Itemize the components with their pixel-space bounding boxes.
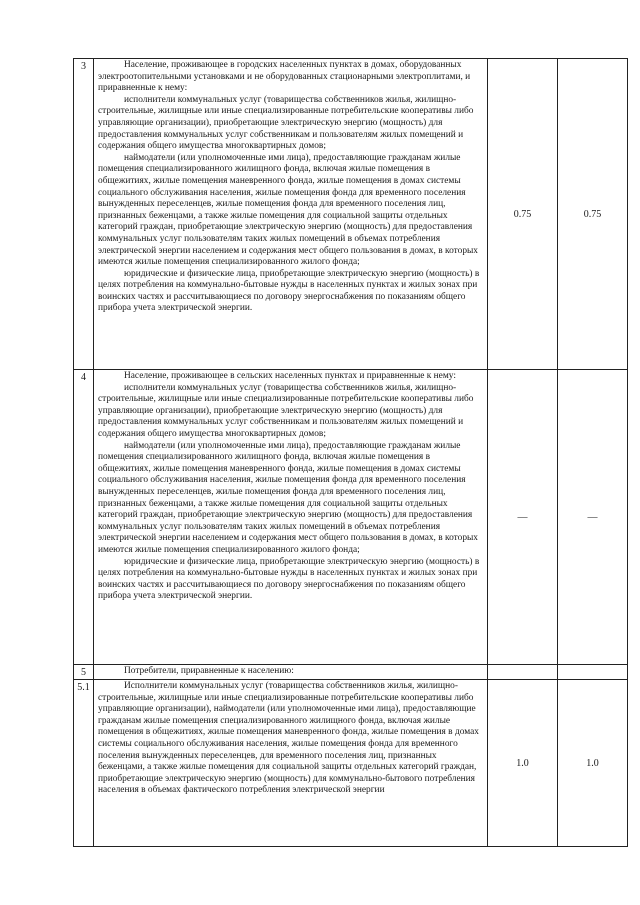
tariff-table [73, 58, 628, 847]
coefficient-value-2: 0.75 [558, 59, 628, 370]
paragraph: исполнители коммунальных услуг (товарищества собственников жилья, жилищно-строительные, жилищные или иные специализированные потребительские кооперативы либо управляющие организации), приобретающие электрическую энергию (мощность) для предоставления коммунальных услуг собственникам и пользователям жилых помещений и содержания общего имущества многоквартирных домов; [98, 382, 474, 439]
coefficient-value-1: 1.0 [488, 680, 558, 847]
coefficient-value-1: 0.75 [488, 59, 558, 370]
paragraph: юридические и физические лица, приобретающие электрическую энергию (мощность) в целях потребления на коммунально-бытовые нужды в населенных пунктах и жилых зонах при воинских частях и рассчитывающиеся по договору энергоснабжения по показаниям общего прибора учета электрической энергии. [98, 268, 480, 314]
row-number: 5.1 [74, 680, 94, 847]
row-description [94, 370, 488, 665]
row-description [94, 665, 488, 680]
coefficient-value-2: — [558, 370, 628, 665]
row-description [94, 59, 488, 370]
row-number: 4 [74, 370, 94, 665]
row-number: 5 [74, 665, 94, 680]
coefficient-value-2 [558, 665, 628, 680]
paragraph: юридические и физические лица, приобретающие электрическую энергию (мощность) в целях потребления на коммунально-бытовые нужды в населенных пунктах и жилых зонах при воинских частях и рассчитывающиеся по договору энергоснабжения по показаниям общего прибора учета электрической энергии. [98, 556, 480, 602]
table-row [74, 665, 628, 680]
paragraph: Исполнители коммунальных услуг (товарищества собственников жилья, жилищно-строительные, жилищные или иные специализированные потребительские кооперативы либо управляющие организации), наймодатели (или уполномоченные ими лица), предоставляющие гражданам жилые помещения специализированного жилищного фонда, включая жилые помещения в общежитиях, жилые помещения маневренного фонда, жилые помещения в домах системы социального обслуживания населения, жилые помещения фонда для временного поселения вынужденных переселенцев, для временного поселения лиц, признанных беженцами, а также жилые помещения для социальной защиты отдельных категорий граждан, приобретающие электрическую энергию (мощность) для коммунально-бытового потребления населения в объемах фактического потребления электрической энергии [98, 681, 479, 796]
row-description [94, 680, 488, 847]
paragraph: исполнители коммунальных услуг (товарищества собственников жилья, жилищно-строительные, жилищные или иные специализированные потребительские кооперативы либо управляющие организации), приобретающие электрическую энергию (мощность) для предоставления коммунальных услуг собственникам и пользователям жилых помещений и содержания общего имущества многоквартирных домов; [98, 94, 474, 152]
paragraph: Потребители, приравненные к населению: [124, 666, 294, 676]
table-row [74, 370, 628, 665]
paragraph: Население, проживающее в сельских населенных пунктах и приравненные к нему: [124, 371, 456, 381]
paragraph: Население, проживающее в городских населенных пунктах в домах, оборудованных электроотопительными установками и не оборудованных стационарными электроплитами, и приравненные к нему: [98, 60, 471, 94]
coefficient-value-2: 1.0 [558, 680, 628, 847]
coefficient-value-1: — [488, 370, 558, 665]
coefficient-value-1 [488, 665, 558, 680]
table-row [74, 59, 628, 370]
paragraph: наймодатели (или уполномоченные ими лица), предоставляющие гражданам жилые помещения специализированного жилищного фонда, включая жилые помещения в общежитиях, жилые помещения маневренного фонда, жилые помещения в домах системы социального обслуживания населения, жилые помещения фонда для временного поселения вынужденных переселенцев, жилые помещения фонда для временного поселения лиц, признанных беженцами, а также жилые помещения для социальной защиты отдельных категорий граждан, приобретающие электрическую энергию (мощность) для предоставления коммунальных услуг пользователям таких жилых помещений в объемах потребления электрической энергии населением и содержания мест общего пользования в домах, в которых имеются жилые помещения специализированного жилого фонда; [98, 440, 478, 555]
row-number: 3 [74, 59, 94, 370]
paragraph: наймодатели (или уполномоченные ими лица), предоставляющие гражданам жилые помещения специализированного жилищного фонда, включая жилые помещения в общежитиях, жилые помещения маневренного фонда, жилые помещения в домах системы социального обслуживания населения, жилые помещения фонда для временного поселения вынужденных переселенцев, жилые помещения фонда для временного поселения лиц, признанных беженцами, а также жилые помещения для социальной защиты отдельных категорий граждан, приобретающие электрическую энергию (мощность) для предоставления коммунальных услуг пользователям таких жилых помещений в объемах потребления электрической энергии населением и содержания мест общего пользования в домах, в которых имеются жилые помещения специализированного жилого фонда; [98, 152, 478, 268]
table-row [74, 680, 628, 847]
